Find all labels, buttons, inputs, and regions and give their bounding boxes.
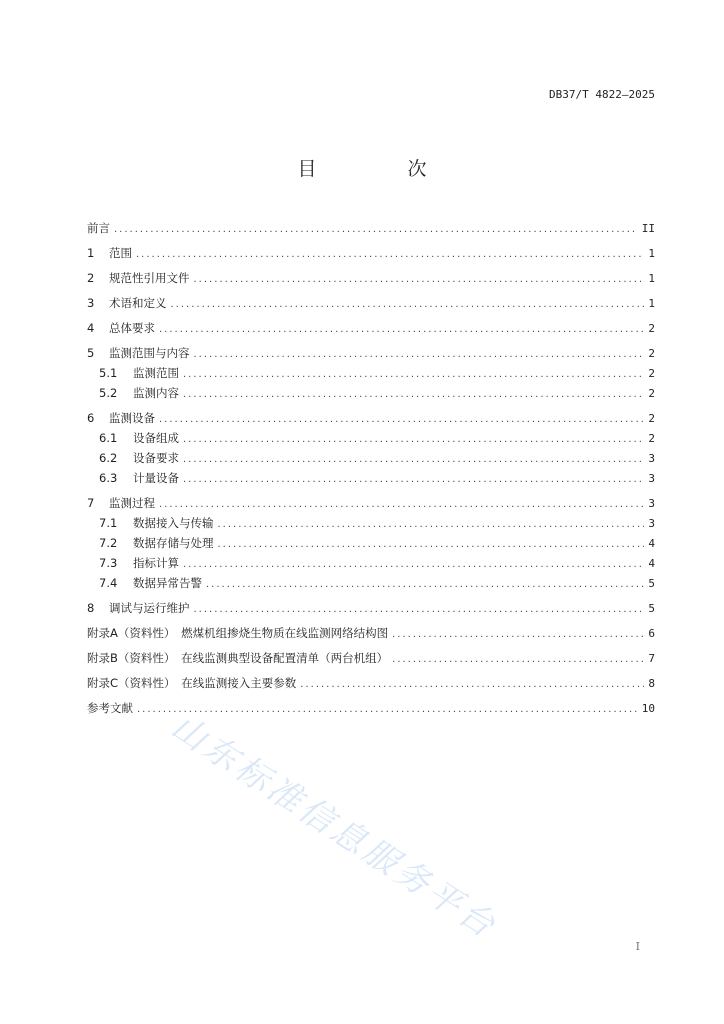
toc-entry-number: 5.2 — [99, 386, 118, 400]
toc-entry-number: 6 — [87, 411, 95, 425]
toc-entry-label — [87, 449, 179, 468]
toc-entry[interactable] — [87, 674, 655, 694]
toc-entry-label — [87, 574, 202, 593]
toc-entry-number: 5.1 — [99, 366, 118, 380]
standard-code: DB37/T 4822—2025 — [549, 88, 655, 101]
toc-entry-number: 6.3 — [99, 471, 118, 485]
toc-entry-title: 前言 — [87, 221, 110, 235]
toc-entry-label — [87, 674, 296, 693]
page-title: 目 次 — [297, 158, 463, 180]
toc-entry-number: 4 — [87, 321, 95, 335]
toc-entry[interactable] — [87, 494, 655, 514]
toc-entry-label — [87, 384, 179, 403]
toc-entry-page: 5 — [648, 577, 655, 590]
toc-entry-number: 6.2 — [99, 451, 118, 465]
toc-entry-title: 总体要求 — [109, 321, 155, 335]
toc-entry-title: 监测范围 — [133, 366, 179, 380]
toc-entry-number: 7.4 — [99, 576, 118, 590]
toc-entry-label — [87, 409, 155, 428]
toc-entry-number: 3 — [87, 296, 95, 310]
toc-leader-dots — [194, 270, 645, 289]
toc-entry-title: 范围 — [109, 246, 132, 260]
toc-entry-number: 1 — [87, 246, 95, 260]
toc-entry-title: 参考文献 — [87, 701, 133, 715]
toc-entry-title: 设备组成 — [133, 431, 179, 445]
toc-entry-page: 4 — [648, 557, 655, 570]
toc-leader-dots — [183, 365, 644, 384]
toc-entry-label — [87, 699, 133, 718]
toc-entry-page: 10 — [641, 702, 655, 715]
toc-entry-page: 3 — [648, 497, 655, 510]
toc-leader-dots — [114, 220, 638, 239]
toc-entry[interactable] — [87, 364, 655, 384]
watermark: 山东标准信息服务平台 — [163, 706, 505, 948]
toc-entry[interactable] — [87, 649, 655, 669]
toc-entry-label — [87, 319, 155, 338]
toc-entry-label — [87, 514, 214, 533]
toc-entry-label — [87, 429, 179, 448]
toc-entry-page: 2 — [648, 347, 655, 360]
toc-entry-title: 指标计算 — [133, 556, 179, 570]
toc-entry-number: 5 — [87, 346, 95, 360]
page-number: I — [635, 940, 640, 953]
toc-entry[interactable] — [87, 429, 655, 449]
toc-entry-number: 7.3 — [99, 556, 118, 570]
toc-leader-dots — [300, 675, 644, 694]
toc-entry[interactable] — [87, 469, 655, 489]
toc-entry[interactable] — [87, 699, 655, 719]
toc-entry[interactable] — [87, 514, 655, 534]
toc-entry[interactable] — [87, 344, 655, 364]
toc-entry-page: 6 — [648, 627, 655, 640]
toc-leader-dots — [159, 410, 644, 429]
toc-entry-title: 监测内容 — [133, 386, 179, 400]
toc-entry-label — [87, 599, 190, 618]
toc-entry-label — [87, 364, 179, 383]
toc-entry-title: 规范性引用文件 — [109, 271, 190, 285]
toc-leader-dots — [392, 625, 644, 644]
toc-leader-dots — [194, 345, 645, 364]
toc-entry-number: 7 — [87, 496, 95, 510]
toc-entry-page: 1 — [648, 272, 655, 285]
toc-leader-dots — [183, 430, 644, 449]
toc-entry-number: 6.1 — [99, 431, 118, 445]
toc-leader-dots — [171, 295, 645, 314]
toc-entry-title: 附录B（资料性） 在线监测典型设备配置清单（两台机组） — [87, 651, 389, 665]
toc-entry-label — [87, 244, 132, 263]
toc-entry-title: 调试与运行维护 — [109, 601, 190, 615]
toc-entry-page: 3 — [648, 452, 655, 465]
toc-entry[interactable] — [87, 574, 655, 594]
toc-entry-number: 8 — [87, 601, 95, 615]
toc-leader-dots — [183, 450, 644, 469]
toc-entry-title: 监测过程 — [109, 496, 155, 510]
toc-entry-title: 数据存储与处理 — [133, 536, 214, 550]
toc-leader-dots — [392, 650, 644, 669]
toc-entry[interactable] — [87, 384, 655, 404]
toc-entry[interactable] — [87, 554, 655, 574]
toc-entry-page: 3 — [648, 517, 655, 530]
toc-entry-number: 7.2 — [99, 536, 118, 550]
toc-leader-dots — [183, 555, 644, 574]
toc-entry-page: 2 — [648, 322, 655, 335]
toc-entry-page: 1 — [648, 297, 655, 310]
toc-entry-page: 5 — [648, 602, 655, 615]
toc-entry-label — [87, 494, 155, 513]
toc-entry[interactable] — [87, 319, 655, 339]
toc-entry-title: 计量设备 — [133, 471, 179, 485]
toc-entry-title: 术语和定义 — [109, 296, 167, 310]
toc-entry-number: 2 — [87, 271, 95, 285]
toc-entry-label — [87, 344, 190, 363]
toc-leader-dots — [159, 320, 644, 339]
toc-entry-title: 数据接入与传输 — [133, 516, 214, 530]
toc-entry-page: 7 — [648, 652, 655, 665]
toc-entry-label — [87, 534, 214, 553]
toc-entry-label — [87, 469, 179, 488]
toc-leader-dots — [194, 600, 645, 619]
toc-entry[interactable] — [87, 409, 655, 429]
toc-entry[interactable] — [87, 269, 655, 289]
toc-entry-title: 数据异常告警 — [133, 576, 202, 590]
toc-entry-page: 2 — [648, 387, 655, 400]
toc-entry-label — [87, 294, 167, 313]
toc-entry-page: 3 — [648, 472, 655, 485]
toc-entry-page: 2 — [648, 432, 655, 445]
toc-entry-page: 8 — [648, 677, 655, 690]
toc-entry-title: 设备要求 — [133, 451, 179, 465]
toc-entry-page: 2 — [648, 412, 655, 425]
toc-entry[interactable] — [87, 449, 655, 469]
toc-entry[interactable] — [87, 599, 655, 619]
toc-entry-page: 2 — [648, 367, 655, 380]
toc-leader-dots — [159, 495, 644, 514]
toc-entry-label — [87, 554, 179, 573]
toc-entry[interactable] — [87, 244, 655, 264]
toc-entry-label — [87, 219, 110, 238]
toc-entry[interactable] — [87, 294, 655, 314]
toc-leader-dots — [183, 470, 644, 489]
table-of-contents — [87, 219, 655, 719]
toc-entry-number: 7.1 — [99, 516, 118, 530]
toc-entry-title: 监测设备 — [109, 411, 155, 425]
toc-entry[interactable] — [87, 534, 655, 554]
toc-entry-label — [87, 269, 190, 288]
toc-entry-title: 附录A（资料性） 燃煤机组掺烧生物质在线监测网络结构图 — [87, 626, 389, 640]
toc-entry-title: 监测范围与内容 — [109, 346, 190, 360]
toc-entry-label — [87, 649, 388, 668]
toc-leader-dots — [136, 245, 644, 264]
toc-entry-page: 1 — [648, 247, 655, 260]
toc-leader-dots — [218, 515, 645, 534]
toc-entry-page: II — [641, 222, 655, 235]
toc-entry[interactable] — [87, 624, 655, 644]
toc-entry-page: 4 — [648, 537, 655, 550]
toc-entry-title: 附录C（资料性） 在线监测接入主要参数 — [87, 676, 297, 690]
toc-leader-dots — [183, 385, 644, 404]
toc-leader-dots — [218, 535, 645, 554]
toc-entry[interactable] — [87, 219, 655, 239]
toc-entry-label — [87, 624, 388, 643]
toc-leader-dots — [206, 575, 644, 594]
